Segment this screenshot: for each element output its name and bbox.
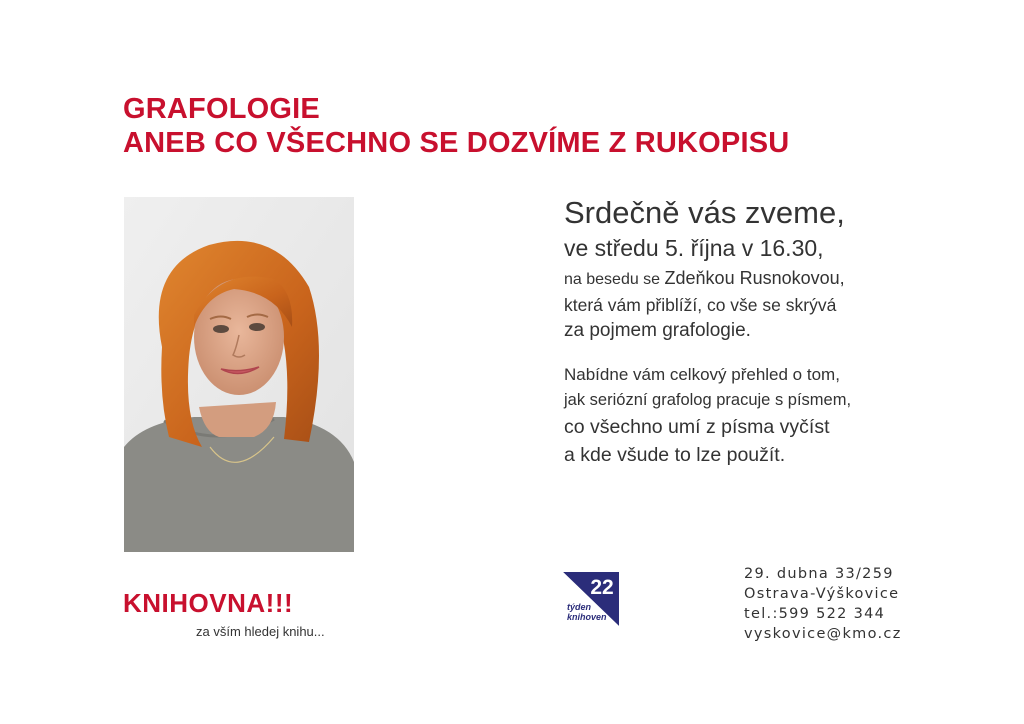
offer-line-4: a kde všude to lze použít. bbox=[564, 444, 786, 466]
event-date: ve středu 5. října v 16.30, bbox=[564, 235, 824, 261]
contact-block bbox=[744, 564, 902, 644]
offer-block bbox=[564, 362, 924, 469]
talk-prefix: na besedu se bbox=[564, 271, 665, 288]
library-slogan: za vším hledej knihu... bbox=[196, 624, 325, 639]
contact-email: vyskovice@kmo.cz bbox=[744, 626, 902, 642]
contact-phone: tel.:599 522 344 bbox=[744, 606, 886, 622]
contact-city: Ostrava-Výškovice bbox=[744, 586, 900, 602]
talk-line bbox=[564, 265, 924, 293]
title-line-2: ANEB CO VŠECHNO SE DOZVÍME Z RUKOPISU bbox=[123, 127, 790, 159]
offer-line-3: co všechno umí z písma vyčíst bbox=[564, 416, 830, 438]
logo-number: 22 bbox=[590, 576, 614, 599]
invitation-block bbox=[564, 193, 924, 344]
speaker-name: Zdeňkou Rusnokovou, bbox=[664, 268, 845, 288]
speaker-portrait bbox=[124, 197, 354, 552]
contact-street: 29. dubna 33/259 bbox=[744, 566, 894, 582]
library-week-logo bbox=[561, 570, 621, 628]
library-brand: KNIHOVNA!!! bbox=[123, 588, 294, 618]
title-line-1: GRAFOLOGIE bbox=[123, 93, 320, 125]
offer-line-1: Nabídne vám celkový přehled o tom, bbox=[564, 365, 840, 384]
offer-line-2: jak seriózní grafolog pracuje s písmem, bbox=[564, 391, 852, 409]
invitation-line-5: za pojmem grafologie. bbox=[564, 320, 751, 341]
logo-word-2: knihoven bbox=[567, 612, 607, 622]
poster-title bbox=[123, 92, 789, 160]
logo-word-1: týden bbox=[567, 602, 592, 612]
invitation-greeting: Srdečně vás zveme, bbox=[564, 195, 845, 230]
invitation-line-4: která vám přiblíží, co vše se skrývá bbox=[564, 295, 837, 315]
